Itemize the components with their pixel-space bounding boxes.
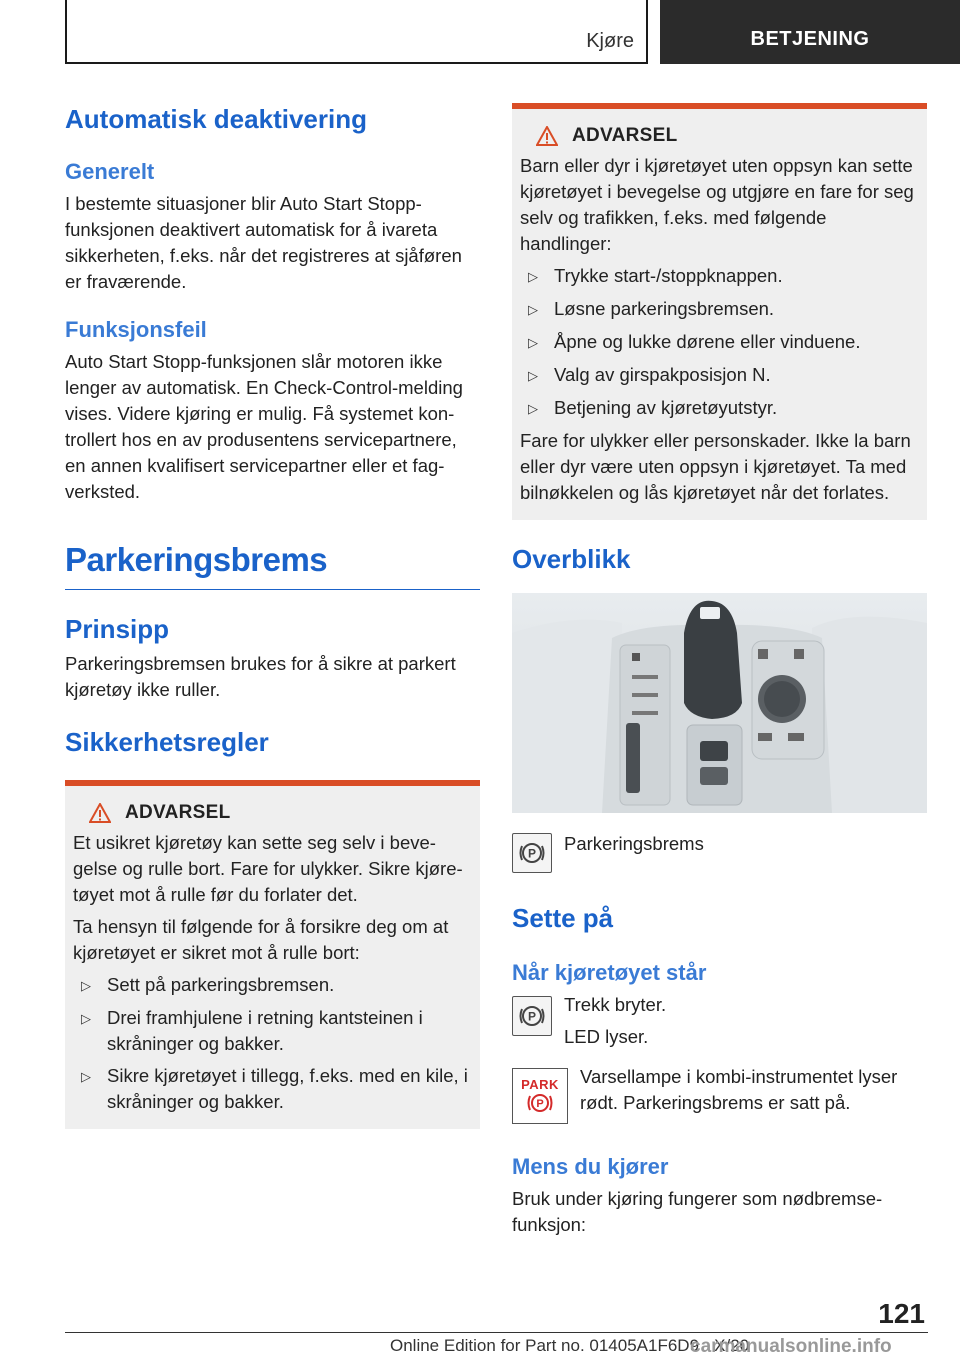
breadcrumb: Kjøre xyxy=(586,30,634,52)
bullet-triangle-icon: ▷ xyxy=(528,269,538,284)
list-item: ▷ Trykke start-/stoppknappen. xyxy=(520,263,919,290)
park-warning-lamp-row xyxy=(512,1068,927,1124)
edition-note: Online Edition for Part no. 01405A1F6D9 - X/20 xyxy=(390,1336,750,1355)
bullet-triangle-icon: ▷ xyxy=(81,1069,91,1084)
list-item: ▷ Valg av girspakposisjon N. xyxy=(520,362,919,389)
warning-box-left xyxy=(65,780,480,1129)
warning-title: ADVARSEL xyxy=(73,802,472,824)
warning-paragraph-1: Barn eller dyr i kjøretøyet uten oppsyn kan sette kjøretøyet i bevegelse og utgjøre en fare for seg selv og trafikken, f.eks. med følgende handlinger: xyxy=(520,155,914,254)
list-item: ▷ Betjening av kjøretøyutstyr. xyxy=(520,395,919,422)
warning-triangle-icon xyxy=(536,126,558,146)
step-text-led: LED lyser. xyxy=(564,1026,649,1047)
bullet-triangle-icon: ▷ xyxy=(528,335,538,350)
warning-paragraph-2: Ta hensyn til følgende for å forsikre deg om at kjøretøyet er sikret mot å rulle bort: xyxy=(73,916,449,963)
parking-brake-switch-icon xyxy=(512,996,552,1036)
center-console-illustration xyxy=(512,593,927,813)
warning-paragraph-2: Fare for ulykker eller personskader. Ikke la barn eller dyr være uten oppsyn i kjøretøyet. Ta med bilnøkkelen og lås kjøretøyet når det forlates. xyxy=(520,430,911,503)
svg-text:P: P xyxy=(527,1009,537,1024)
chapter-tab: BETJENING xyxy=(660,0,960,64)
title-rule xyxy=(65,589,480,590)
page-number: 121 xyxy=(878,1298,925,1329)
parking-brake-legend xyxy=(512,833,927,873)
section-title-overblikk: Overblikk xyxy=(512,544,631,574)
center-console-photo xyxy=(512,593,927,813)
parking-brake-icon xyxy=(512,833,552,873)
subheading-generelt: Generelt xyxy=(65,159,155,184)
list-item: ▷ Drei framhjulene i retning kantsteinen i skråninger og bakker. xyxy=(73,1005,472,1057)
warning-title: ADVARSEL xyxy=(520,125,919,147)
svg-text:P: P xyxy=(536,1097,544,1110)
bullet-triangle-icon: ▷ xyxy=(81,1011,91,1026)
warning-lamp-text: Varsellampe i kombi-instrumentet lyser rødt. Parkeringsbrems er satt på. xyxy=(580,1066,898,1113)
paragraph-mens: Bruk under kjøring fungerer som nødbremsefunksjon: xyxy=(512,1188,883,1235)
list-item: ▷ Løsne parkeringsbremsen. xyxy=(520,296,919,323)
warning-box-right xyxy=(512,103,927,520)
bullet-triangle-icon: ▷ xyxy=(528,368,538,383)
paragraph-funksjonsfeil: Auto Start Stopp-funksjonen slår motoren ikke lenger av automatisk. En Check-Control-melding vises. Videre kjøring er mulig. Få systemet kontrollert hos en av produsentens servicepartnere, en annen kvalifisert servicepartner eller et fagverksted. xyxy=(65,351,463,502)
bullet-triangle-icon: ▷ xyxy=(528,302,538,317)
right-column xyxy=(512,103,927,1238)
section-title-sikkerhet: Sikkerhetsregler xyxy=(65,727,269,757)
paragraph-generelt: I bestemte situasjoner blir Auto Start Stopp-funksjonen deaktivert automatisk for å ivareta sikkerheten, f.eks. når det registreres at sjåføren er fraværende. xyxy=(65,193,462,292)
left-column xyxy=(65,100,480,1129)
svg-text:P: P xyxy=(527,846,537,861)
chapter-title-parkeringsbrems: Parkeringsbrems xyxy=(65,541,328,578)
bullet-triangle-icon: ▷ xyxy=(528,401,538,416)
subheading-naar: Når kjøretøyet står xyxy=(512,960,707,985)
watermark: carmanualsonline.info xyxy=(690,1336,892,1357)
parking-brake-label: Parkeringsbrems xyxy=(564,833,704,854)
section-title-prinsipp: Prinsipp xyxy=(65,614,170,644)
list-item: ▷ Sett på parkeringsbremsen. xyxy=(73,972,472,999)
subheading-funksjonsfeil: Funksjonsfeil xyxy=(65,317,207,342)
footer-rule xyxy=(65,1332,928,1333)
paragraph-prinsipp: Parkeringsbremsen brukes for å sikre at parkert kjøretøy ikke ruller. xyxy=(65,653,456,700)
subheading-mens: Mens du kjører xyxy=(512,1154,669,1179)
step-pull-switch xyxy=(512,996,927,1050)
list-item: ▷ Åpne og lukke dørene eller vinduene. xyxy=(520,329,919,356)
step-text-trekk: Trekk bryter. xyxy=(564,994,667,1015)
header-frame xyxy=(65,0,648,64)
section-title-auto: Automatisk deaktivering xyxy=(65,104,367,134)
warning-triangle-icon xyxy=(89,803,111,823)
bullet-triangle-icon: ▷ xyxy=(81,978,91,993)
warning-paragraph-1: Et usikret kjøretøy kan sette seg selv i bevegelse og rulle bort. Fare for ulykker. Sikre kjøretøyet mot å rulle før du forlater det. xyxy=(73,832,463,905)
section-title-sette: Sette på xyxy=(512,903,614,933)
park-warning-lamp-icon: PARK P xyxy=(512,1068,568,1124)
list-item: ▷ Sikre kjøretøyet i tillegg, f.eks. med en kile, i skråninger og bakker. xyxy=(73,1063,472,1115)
